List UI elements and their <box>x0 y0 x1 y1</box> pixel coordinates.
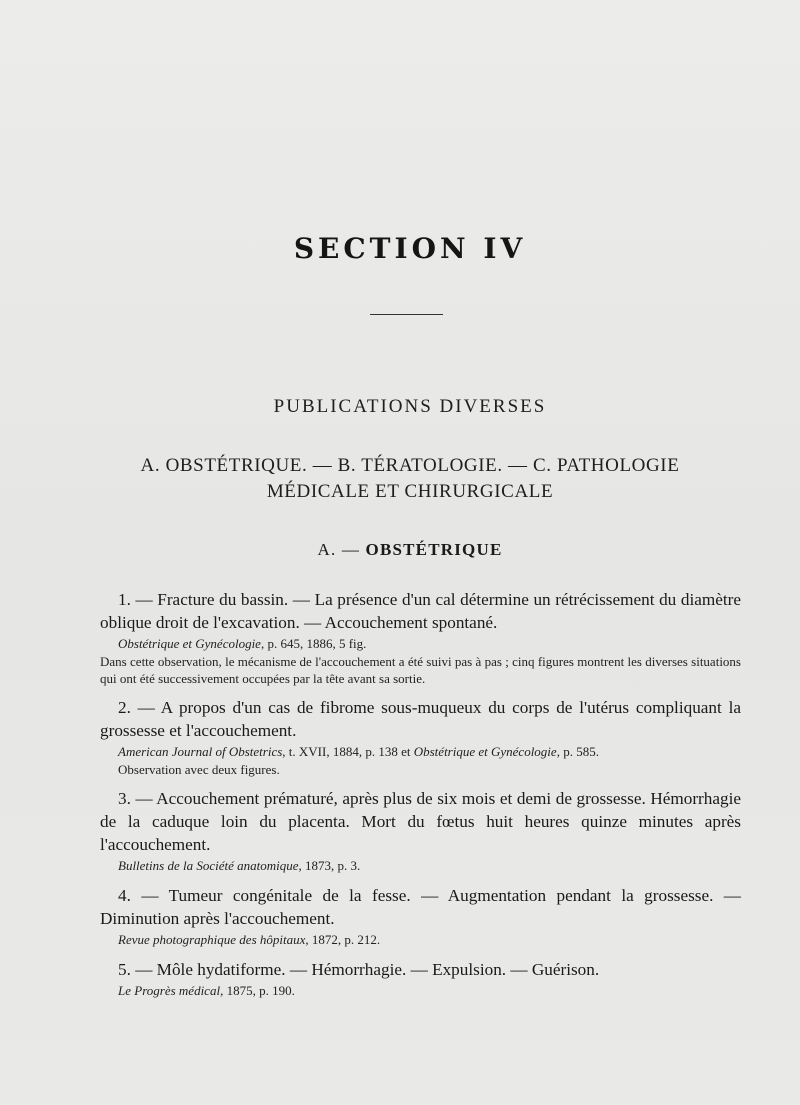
entry-journal: Bulletins de la Société anatomique <box>118 858 299 873</box>
entry-ref-details: , 1872, p. 212. <box>305 932 381 947</box>
entry-title: 1. — Fracture du bassin. — La présence d'un cal détermine un rétrécissement du diamètre oblique droit de l'excavation. — Accouchement spontané. <box>100 590 741 632</box>
entry-reference <box>100 856 741 875</box>
entry-title: 4. — Tumeur congénitale de la fesse. — Augmentation pendant la grossesse. — Diminution après l'accouchement. <box>100 886 741 928</box>
entry-ref-details: , 1875, p. 190. <box>220 983 295 998</box>
subject-heading-line-2: MÉDICALE ET CHIRURGICALE <box>266 481 554 502</box>
publication-list <box>100 588 741 1009</box>
publication-entry-4 <box>100 884 741 949</box>
subsection-title: OBSTÉTRIQUE <box>365 540 503 559</box>
publication-entry-3 <box>100 787 741 875</box>
entry-ref-details-2: , p. 585. <box>556 744 599 759</box>
entry-reference <box>100 930 741 949</box>
entry-ref-details: , 1873, p. 3. <box>298 858 361 873</box>
subject-heading-line-1: A. OBSTÉTRIQUE. — B. TÉRATOLOGIE. — C. PATHOLOGIE <box>140 455 680 476</box>
entry-journal-2: Obstétrique et Gynécologie <box>413 744 557 759</box>
subsection-prefix: A. — <box>317 540 366 559</box>
entry-journal: Le Progrès médical <box>118 983 221 998</box>
entry-journal: Revue photographique des hôpitaux <box>118 932 306 947</box>
entry-journal: American Journal of Obstetrics <box>118 744 283 759</box>
entry-ref-details: , p. 645, 1886, 5 fig. <box>260 636 367 651</box>
title-divider <box>370 314 443 315</box>
entry-reference <box>100 981 741 1000</box>
entry-title: 2. — A propos d'un cas de fibrome sous-muqueux du corps de l'utérus compliquant la grossesse et l'accouchement. <box>100 698 741 740</box>
subsection-heading <box>0 540 800 560</box>
publication-entry-5 <box>100 958 741 1000</box>
entry-note: Observation avec deux figures. <box>118 762 280 777</box>
entry-title: 3. — Accouchement prématuré, après plus de six mois et demi de grossesse. Hémorrhagie de la caduque loin du placenta. Mort du fœtus huit heures quinze minutes après l'accouchement. <box>100 789 741 854</box>
publication-entry-2 <box>100 696 741 778</box>
entry-reference <box>100 742 741 761</box>
entry-title: 5. — Môle hydatiforme. — Hémorrhagie. — Expulsion. — Guérison. <box>118 960 600 979</box>
section-title: SECTION IV <box>293 232 527 265</box>
entry-journal: Obstétrique et Gynécologie <box>118 636 261 651</box>
entry-reference <box>100 634 741 653</box>
entry-ref-details: , t. XVII, 1884, p. 138 et <box>282 744 414 759</box>
publication-entry-1 <box>100 588 741 687</box>
entry-note: Dans cette observation, le mécanisme de l'accouchement a été suivi pas à pas ; cinq figures montrent les diverses situations qui ont été successivement occupées par la tête avant sa sortie. <box>100 654 741 686</box>
subject-heading <box>0 453 800 505</box>
publications-title: PUBLICATIONS DIVERSES <box>273 396 547 417</box>
